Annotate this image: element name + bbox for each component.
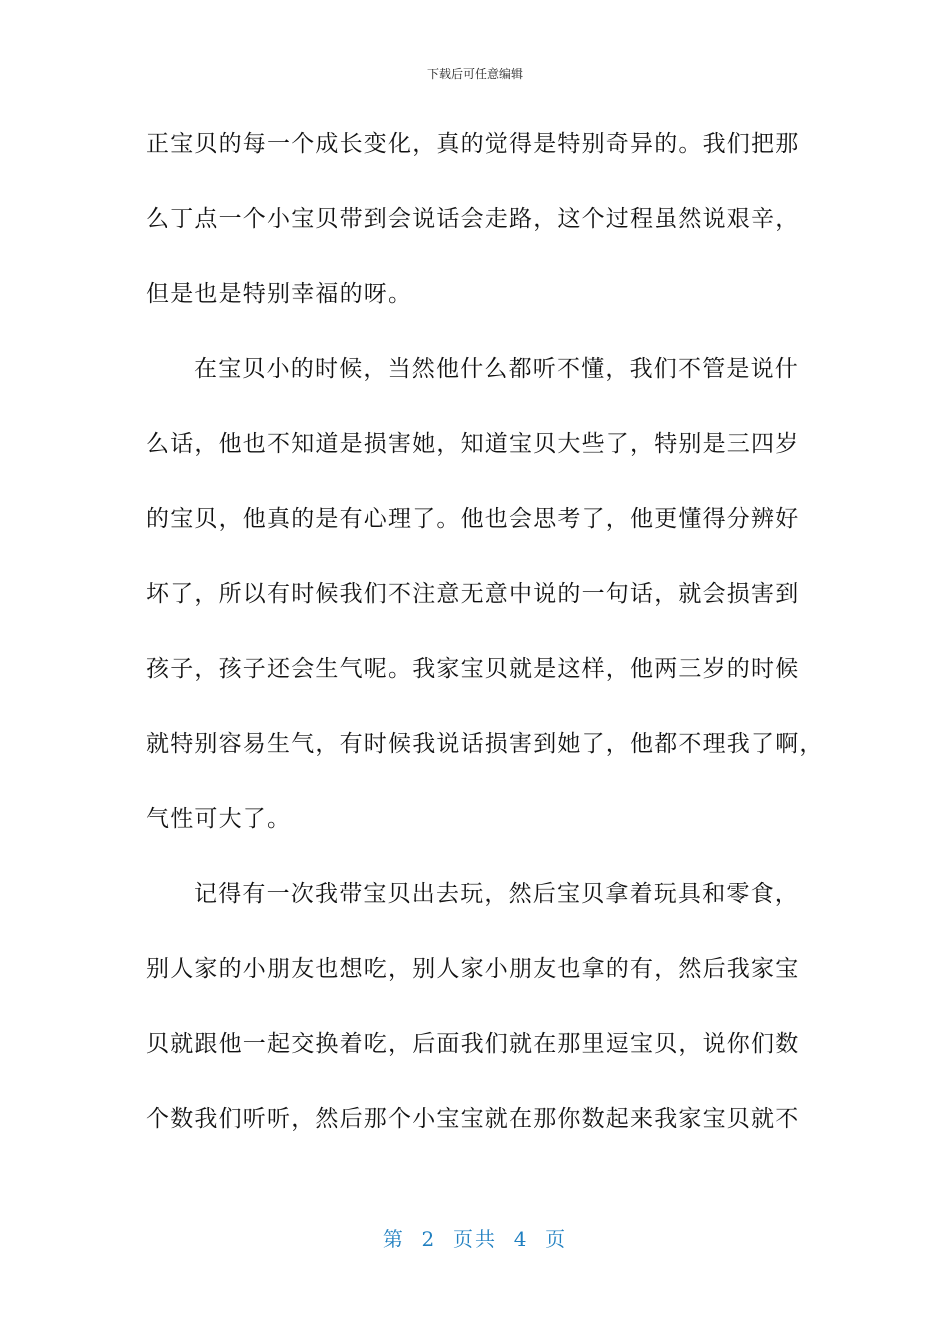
text-line: 么丁点一个小宝贝带到会说话会走路，这个过程虽然说艰辛， bbox=[146, 206, 800, 232]
text-line: 的宝贝，他真的是有心理了。他也会思考了，他更懂得分辨好 bbox=[146, 506, 800, 532]
text-line: 就特别容易生气，有时候我说话损害到她了，他都不理我了啊， bbox=[146, 731, 824, 757]
text-line: 但是也是特别幸福的呀。 bbox=[146, 281, 413, 307]
text-line: 么话，他也不知道是损害她，知道宝贝大些了，特别是三四岁 bbox=[146, 431, 800, 457]
text-line: 孩子，孩子还会生气呢。我家宝贝就是这样，他两三岁的时候 bbox=[146, 656, 800, 682]
text-line-paragraph-start: 记得有一次我带宝贝出去玩，然后宝贝拿着玩具和零食， bbox=[194, 881, 799, 907]
text-line-paragraph-start: 在宝贝小的时候，当然他什么都听不懂，我们不管是说什 bbox=[194, 356, 799, 382]
page-number-text: 第 2 页共 4 页 bbox=[382, 1227, 568, 1251]
text-line: 个数我们听听，然后那个小宝宝就在那你数起来我家宝贝就不 bbox=[146, 1106, 800, 1132]
text-line: 气性可大了。 bbox=[146, 806, 292, 832]
page-header: 下载后可任意编辑 bbox=[426, 67, 523, 81]
page-number-footer bbox=[0, 1226, 950, 1252]
text-line: 贝就跟他一起交换着吃，后面我们就在那里逗宝贝，说你们数 bbox=[146, 1031, 800, 1057]
text-line: 正宝贝的每一个成长变化，真的觉得是特别奇异的。我们把那 bbox=[146, 131, 800, 157]
text-line: 别人家的小朋友也想吃，别人家小朋友也拿的有，然后我家宝 bbox=[146, 956, 800, 982]
text-line: 坏了，所以有时候我们不注意无意中说的一句话，就会损害到 bbox=[146, 581, 800, 607]
document-body bbox=[146, 118, 824, 1168]
